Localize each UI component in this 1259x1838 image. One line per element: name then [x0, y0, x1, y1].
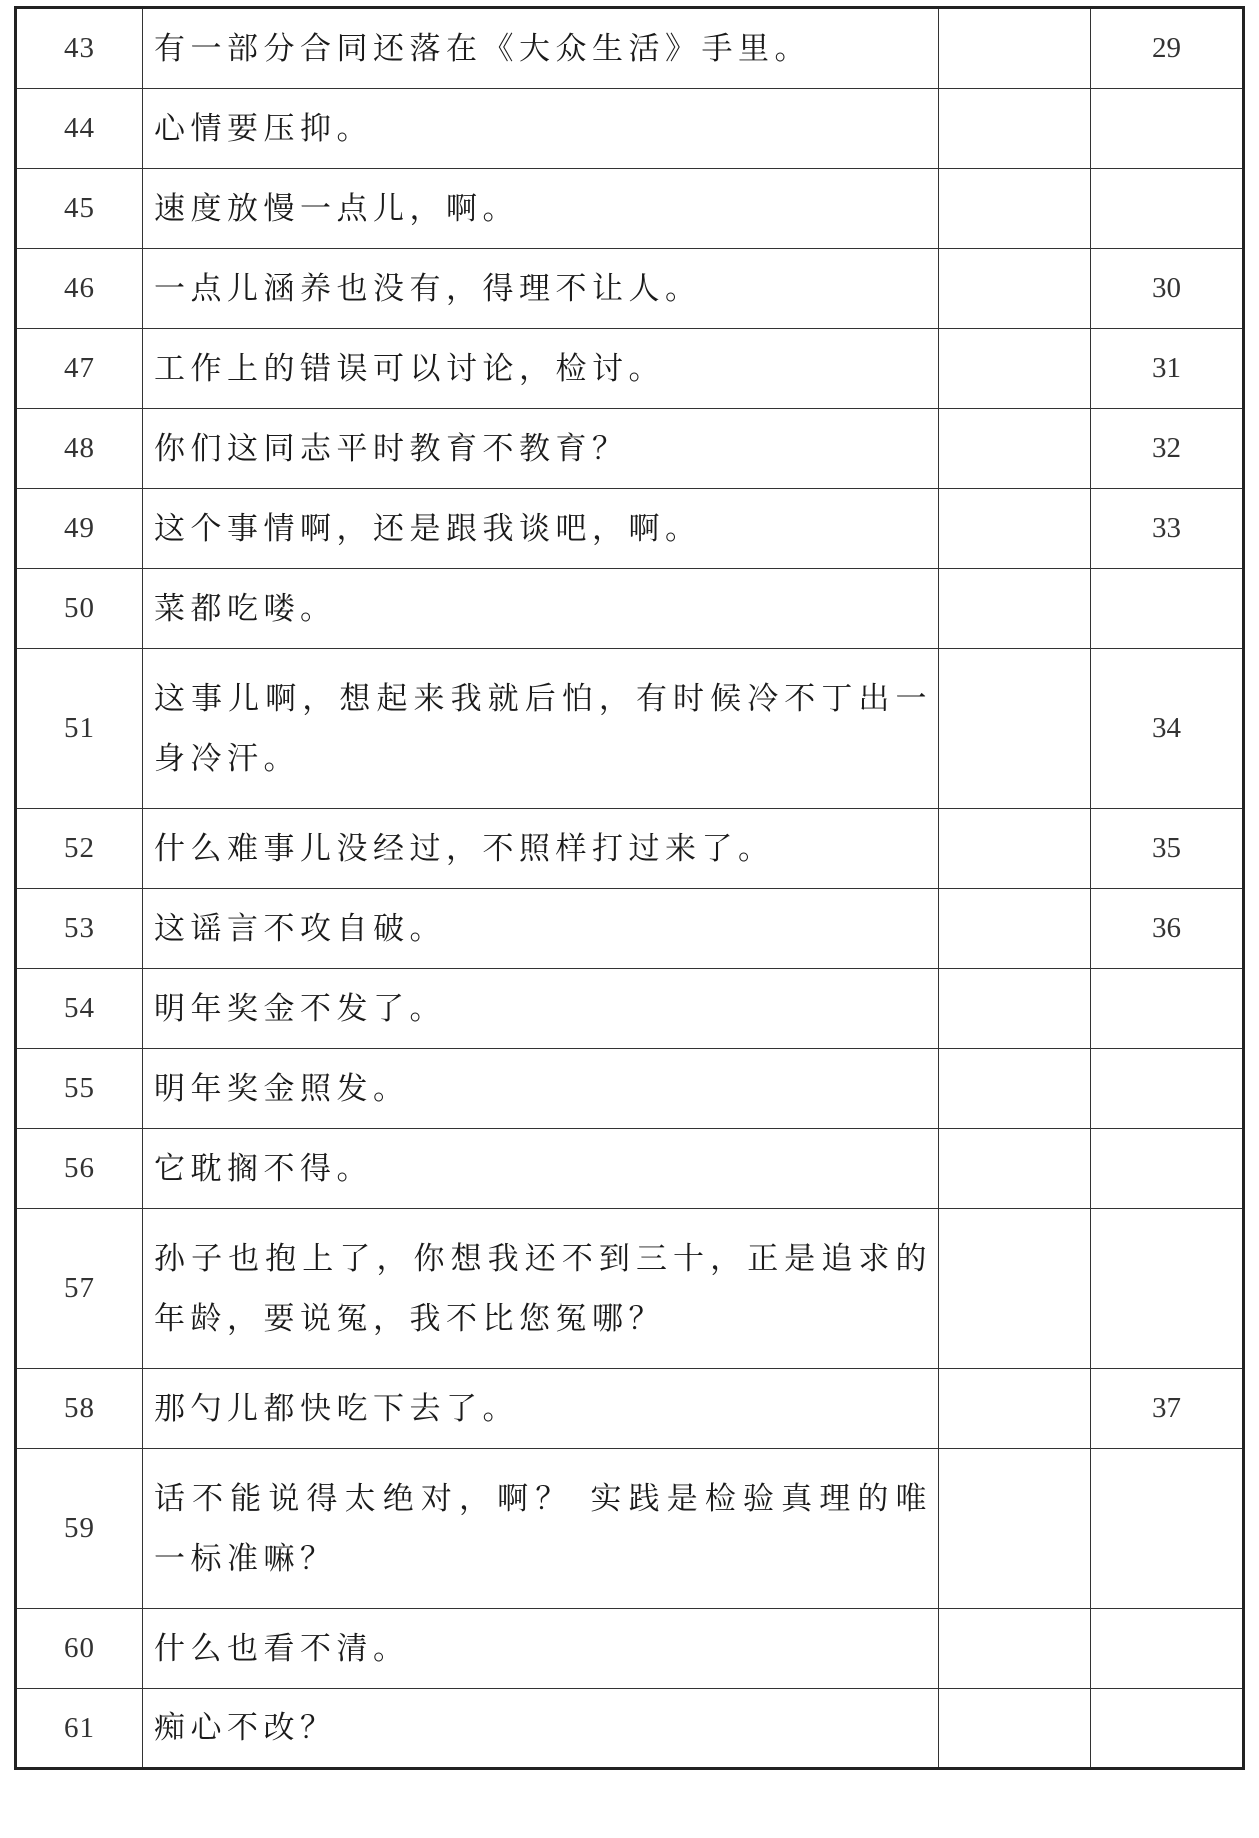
blank-cell: [939, 8, 1091, 89]
row-number: 43: [16, 8, 143, 89]
blank-cell: [939, 649, 1091, 809]
sentence-text: 什么难事儿没经过，不照样打过来了。: [143, 809, 939, 889]
row-number: 60: [16, 1609, 143, 1689]
table-row: [16, 1129, 1244, 1209]
table-row: [16, 1369, 1244, 1449]
row-number: 45: [16, 169, 143, 249]
page-ref: [1091, 1689, 1244, 1769]
sentence-text: 它耽搁不得。: [143, 1129, 939, 1209]
page-ref: 36: [1091, 889, 1244, 969]
row-number: 56: [16, 1129, 143, 1209]
sentence-table-container: [14, 6, 1242, 1770]
row-number: 49: [16, 489, 143, 569]
table-row: [16, 1209, 1244, 1369]
sentence-text: 痴心不改？: [143, 1689, 939, 1769]
page-ref: 32: [1091, 409, 1244, 489]
table-row: [16, 1049, 1244, 1129]
page-ref: 34: [1091, 649, 1244, 809]
sentence-text: 这个事情啊，还是跟我谈吧，啊。: [143, 489, 939, 569]
row-number: 47: [16, 329, 143, 409]
page-ref: [1091, 569, 1244, 649]
page-ref: 37: [1091, 1369, 1244, 1449]
blank-cell: [939, 169, 1091, 249]
table-row: [16, 489, 1244, 569]
page-ref: [1091, 89, 1244, 169]
row-number: 58: [16, 1369, 143, 1449]
page-ref: [1091, 1209, 1244, 1369]
blank-cell: [939, 249, 1091, 329]
page-ref: 33: [1091, 489, 1244, 569]
table-row: [16, 249, 1244, 329]
sentence-table: [14, 6, 1245, 1770]
row-number: 48: [16, 409, 143, 489]
blank-cell: [939, 889, 1091, 969]
blank-cell: [939, 89, 1091, 169]
table-row: [16, 809, 1244, 889]
sentence-text: 你们这同志平时教育不教育？: [143, 409, 939, 489]
table-row: [16, 889, 1244, 969]
row-number: 53: [16, 889, 143, 969]
page-ref: [1091, 969, 1244, 1049]
page-ref: [1091, 1609, 1244, 1689]
row-number: 51: [16, 649, 143, 809]
blank-cell: [939, 1369, 1091, 1449]
blank-cell: [939, 1449, 1091, 1609]
row-number: 61: [16, 1689, 143, 1769]
table-row: [16, 89, 1244, 169]
row-number: 52: [16, 809, 143, 889]
table-row: [16, 409, 1244, 489]
row-number: 55: [16, 1049, 143, 1129]
page-ref: [1091, 1129, 1244, 1209]
table-row: [16, 1449, 1244, 1609]
blank-cell: [939, 1129, 1091, 1209]
blank-cell: [939, 1049, 1091, 1129]
blank-cell: [939, 489, 1091, 569]
blank-cell: [939, 329, 1091, 409]
sentence-text: 工作上的错误可以讨论，检讨。: [143, 329, 939, 409]
table-row: [16, 169, 1244, 249]
table-row: [16, 329, 1244, 409]
blank-cell: [939, 1609, 1091, 1689]
page-ref: [1091, 1449, 1244, 1609]
sentence-text: 那勺儿都快吃下去了。: [143, 1369, 939, 1449]
page-ref: [1091, 1049, 1244, 1129]
sentence-text: 菜都吃喽。: [143, 569, 939, 649]
sentence-text: 有一部分合同还落在《大众生活》手里。: [143, 8, 939, 89]
sentence-text: 一点儿涵养也没有，得理不让人。: [143, 249, 939, 329]
blank-cell: [939, 1689, 1091, 1769]
table-row: [16, 1609, 1244, 1689]
row-number: 46: [16, 249, 143, 329]
page-ref: 35: [1091, 809, 1244, 889]
table-row: [16, 8, 1244, 89]
sentence-text: 孙子也抱上了，你想我还不到三十，正是追求的年龄，要说冤，我不比您冤哪？: [143, 1209, 939, 1369]
table-row: [16, 569, 1244, 649]
blank-cell: [939, 969, 1091, 1049]
sentence-text: 话不能说得太绝对，啊？ 实践是检验真理的唯一标准嘛？: [143, 1449, 939, 1609]
page-ref: 30: [1091, 249, 1244, 329]
sentence-text: 心情要压抑。: [143, 89, 939, 169]
row-number: 54: [16, 969, 143, 1049]
page-ref: [1091, 169, 1244, 249]
table-row: [16, 649, 1244, 809]
blank-cell: [939, 1209, 1091, 1369]
page-ref: 29: [1091, 8, 1244, 89]
sentence-text: 这事儿啊，想起来我就后怕，有时候冷不丁出一身冷汗。: [143, 649, 939, 809]
sentence-text: 速度放慢一点儿，啊。: [143, 169, 939, 249]
sentence-text: 明年奖金照发。: [143, 1049, 939, 1129]
sentence-text: 什么也看不清。: [143, 1609, 939, 1689]
row-number: 59: [16, 1449, 143, 1609]
row-number: 57: [16, 1209, 143, 1369]
blank-cell: [939, 569, 1091, 649]
page-ref: 31: [1091, 329, 1244, 409]
table-row: [16, 969, 1244, 1049]
sentence-text: 这谣言不攻自破。: [143, 889, 939, 969]
blank-cell: [939, 409, 1091, 489]
table-row: [16, 1689, 1244, 1769]
sentence-text: 明年奖金不发了。: [143, 969, 939, 1049]
row-number: 50: [16, 569, 143, 649]
row-number: 44: [16, 89, 143, 169]
blank-cell: [939, 809, 1091, 889]
